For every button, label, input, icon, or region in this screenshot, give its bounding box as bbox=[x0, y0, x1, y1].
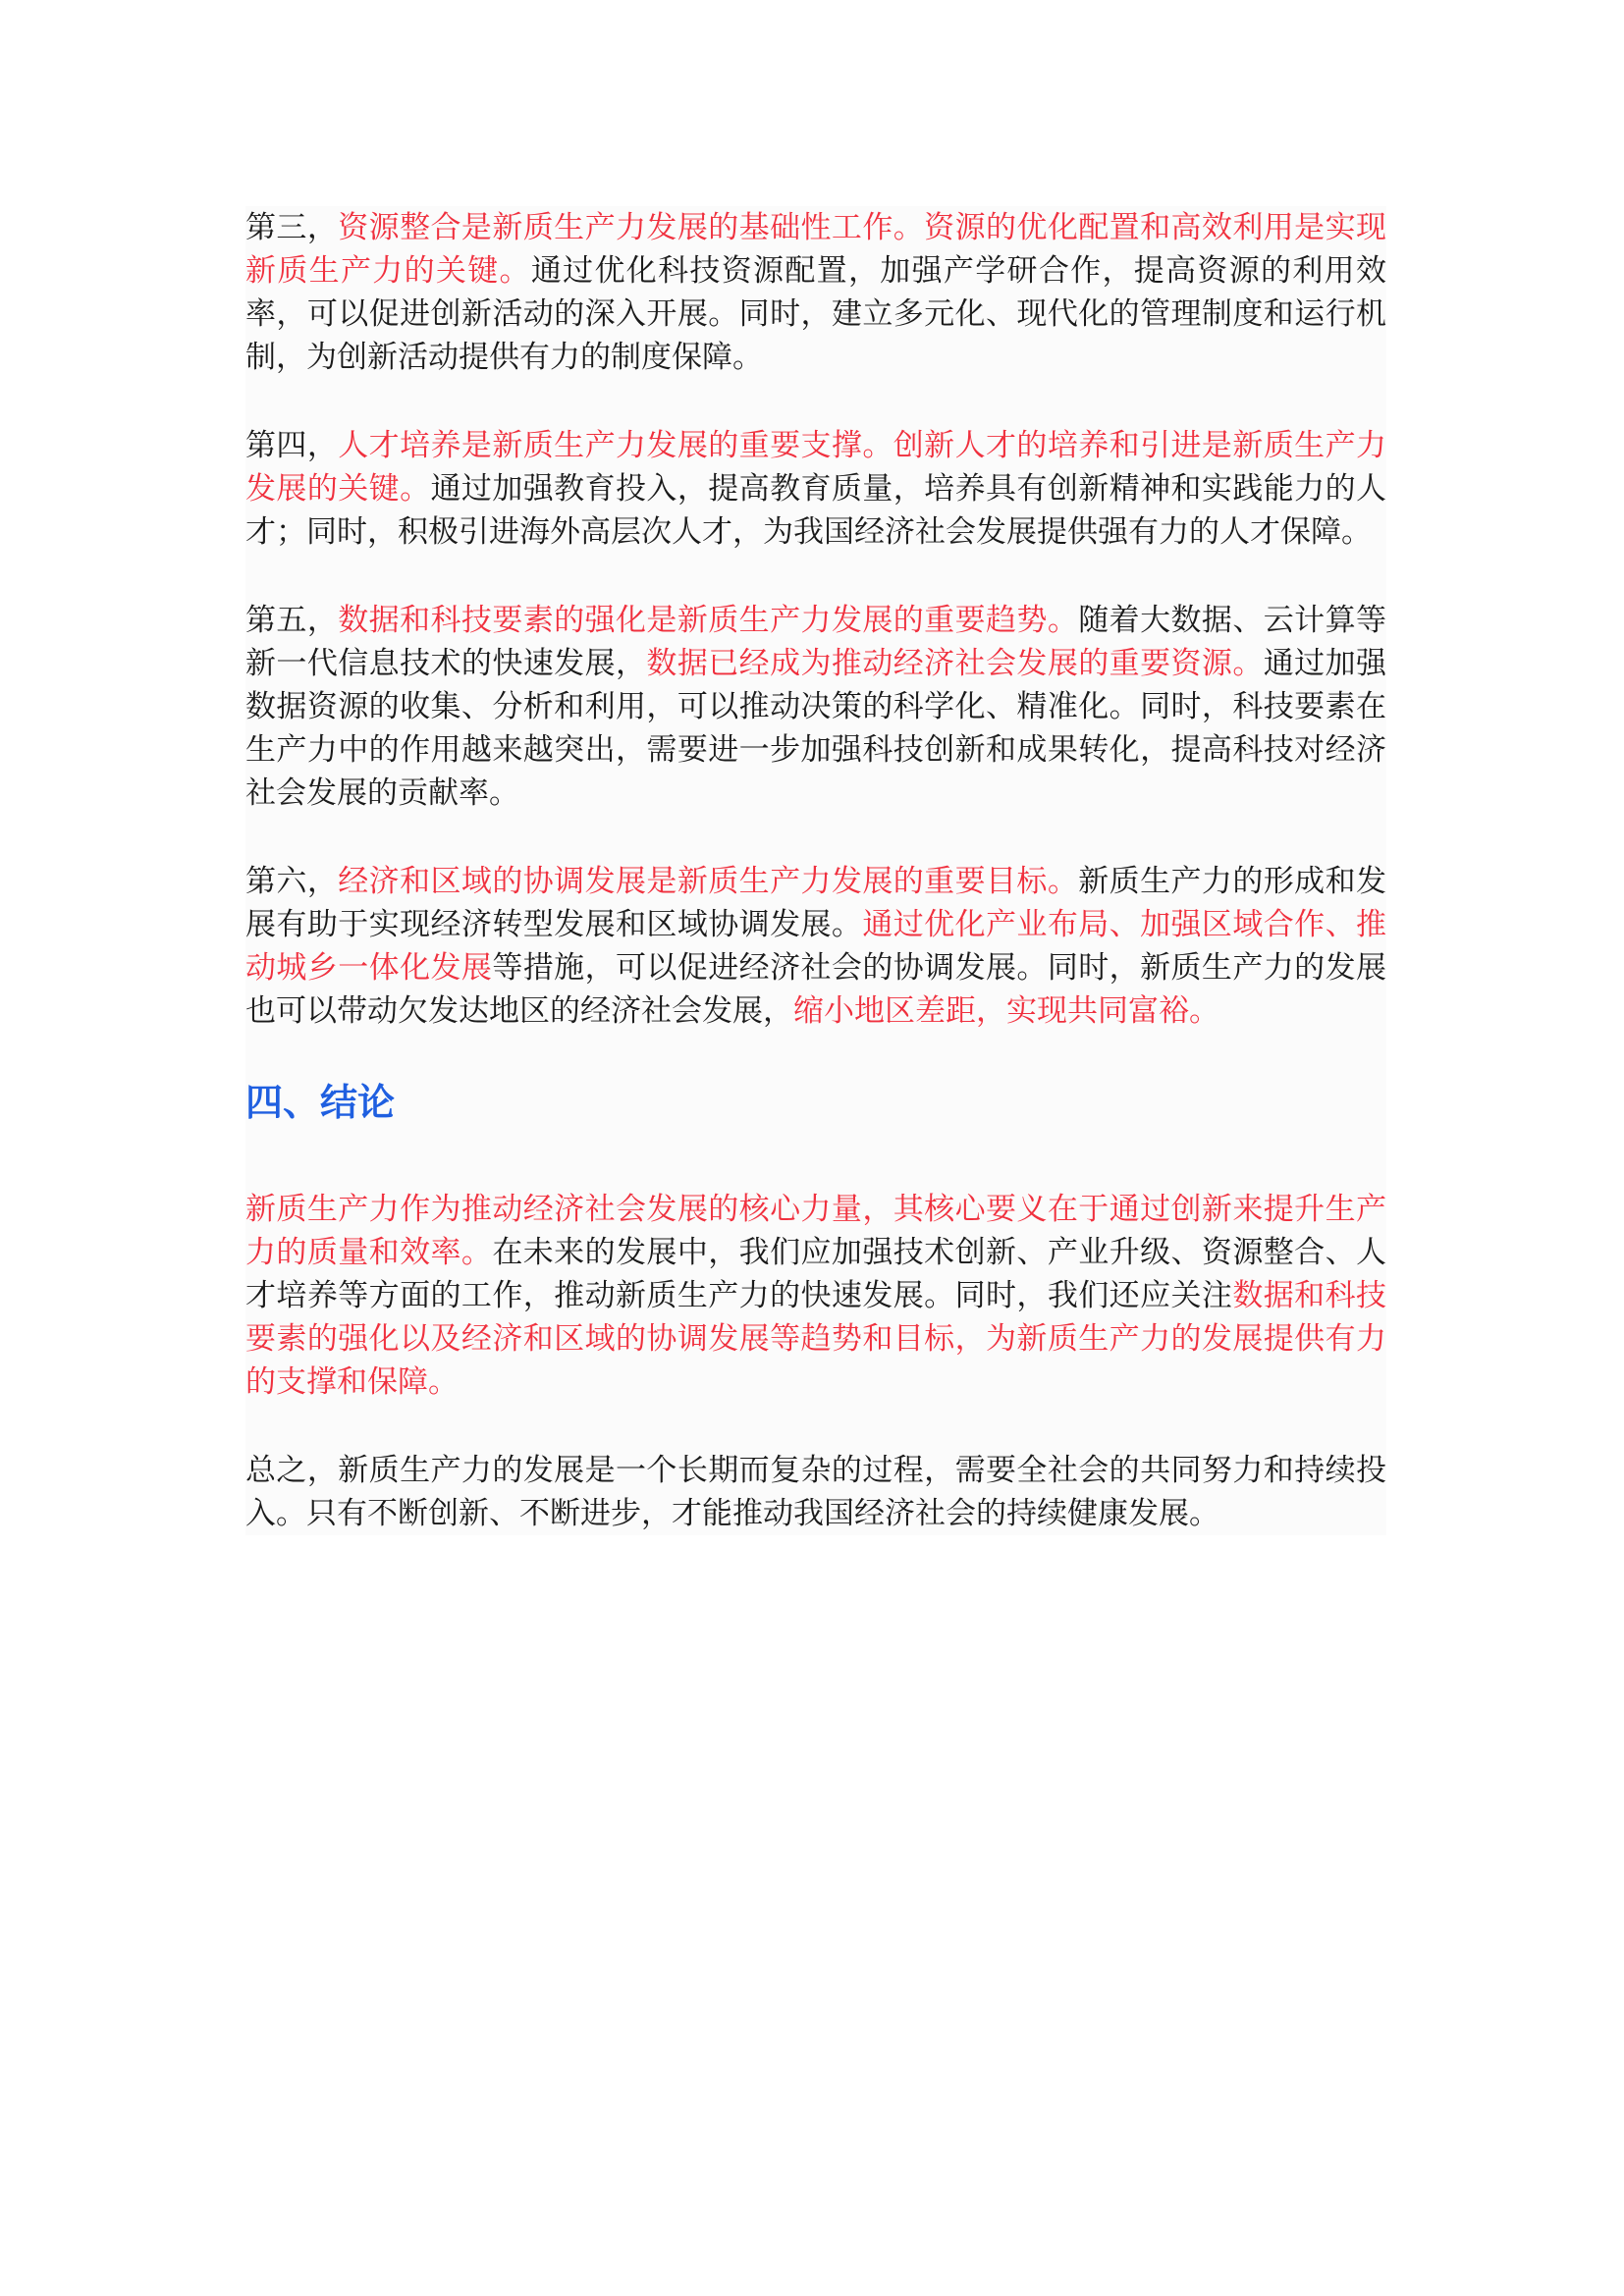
text-segment: 随着大数据、云计算等新一代信息技术的快速发展， bbox=[245, 603, 1386, 681]
highlighted-text: 新质生产力作为推动经济社会发展的核心力量，其核心要义在于通过创新来提升生产力的质量和效率。 bbox=[245, 1192, 1386, 1270]
text-segment: 总之，新质生产力的发展是一个长期而复杂的过程，需要全社会的共同努力和持续投入。只有不断创新、不断进步，才能推动我国经济社会的持续健康发展。 bbox=[245, 1453, 1386, 1531]
highlighted-text: 经济和区域的协调发展是新质生产力发展的重要目标。 bbox=[338, 864, 1079, 899]
text-segment: 通过优化科技资源配置，加强产学研合作，提高资源的利用效率，可以促进创新活动的深入开展。同时，建立多元化、现代化的管理制度和运行机制，为创新活动提供有力的制度保障。 bbox=[245, 253, 1386, 375]
section-heading-conclusion: 四、结论 bbox=[245, 1081, 396, 1124]
highlighted-text: 通过优化产业布局、加强区域合作、推动城乡一体化发展 bbox=[245, 907, 1387, 986]
text-segment: 在未来的发展中，我们应加强技术创新、产业升级、资源整合、人才培养等方面的工作，推动新质生产力的快速发展。同时，我们还应关注 bbox=[245, 1235, 1387, 1313]
text-segment: 等措施，可以促进经济社会的协调发展。同时，新质生产力的发展也可以带动欠发达地区的经济社会发展， bbox=[245, 950, 1387, 1029]
text-segment: 第六， bbox=[245, 864, 339, 899]
highlighted-text: 缩小地区差距，实现共同富裕。 bbox=[793, 993, 1219, 1029]
text-segment: 第四， bbox=[245, 428, 339, 463]
highlighted-text: 数据和科技要素的强化是新质生产力发展的重要趋势。 bbox=[338, 603, 1079, 638]
text-segment: 第三， bbox=[245, 210, 339, 245]
text-segment: 通过加强数据资源的收集、分析和利用，可以推动决策的科学化、精准化。同时，科技要素在生产力中的作用越来越突出，需要进一步加强科技创新和成果转化，提高科技对经济社会发展的贡献率。 bbox=[245, 646, 1387, 811]
paragraph-conclusion bbox=[245, 1188, 1386, 1404]
text-segment: 第五， bbox=[245, 603, 339, 638]
paragraph-summary bbox=[245, 1449, 1386, 1535]
paragraph-sixth bbox=[245, 860, 1386, 1033]
document-body bbox=[245, 206, 1386, 1535]
paragraph-fourth bbox=[245, 424, 1386, 554]
highlighted-text: 数据已经成为推动经济社会发展的重要资源。 bbox=[646, 646, 1264, 681]
highlighted-text: 资源整合是新质生产力发展的基础性工作。资源的优化配置和高效利用是实现新质生产力的关键。 bbox=[245, 210, 1386, 289]
paragraph-fifth bbox=[245, 599, 1386, 815]
text-segment: 新质生产力的形成和发展有助于实现经济转型发展和区域协调发展。 bbox=[245, 864, 1386, 942]
highlighted-text: 人才培养是新质生产力发展的重要支撑。创新人才的培养和引进是新质生产力发展的关键。 bbox=[245, 428, 1386, 507]
paragraph-third bbox=[245, 206, 1386, 379]
highlighted-text: 数据和科技要素的强化以及经济和区域的协调发展等趋势和目标，为新质生产力的发展提供有力的支撑和保障。 bbox=[245, 1278, 1387, 1400]
text-segment: 通过加强教育投入，提高教育质量，培养具有创新精神和实践能力的人才；同时，积极引进海外高层次人才，为我国经济社会发展提供强有力的人才保障。 bbox=[245, 471, 1386, 550]
